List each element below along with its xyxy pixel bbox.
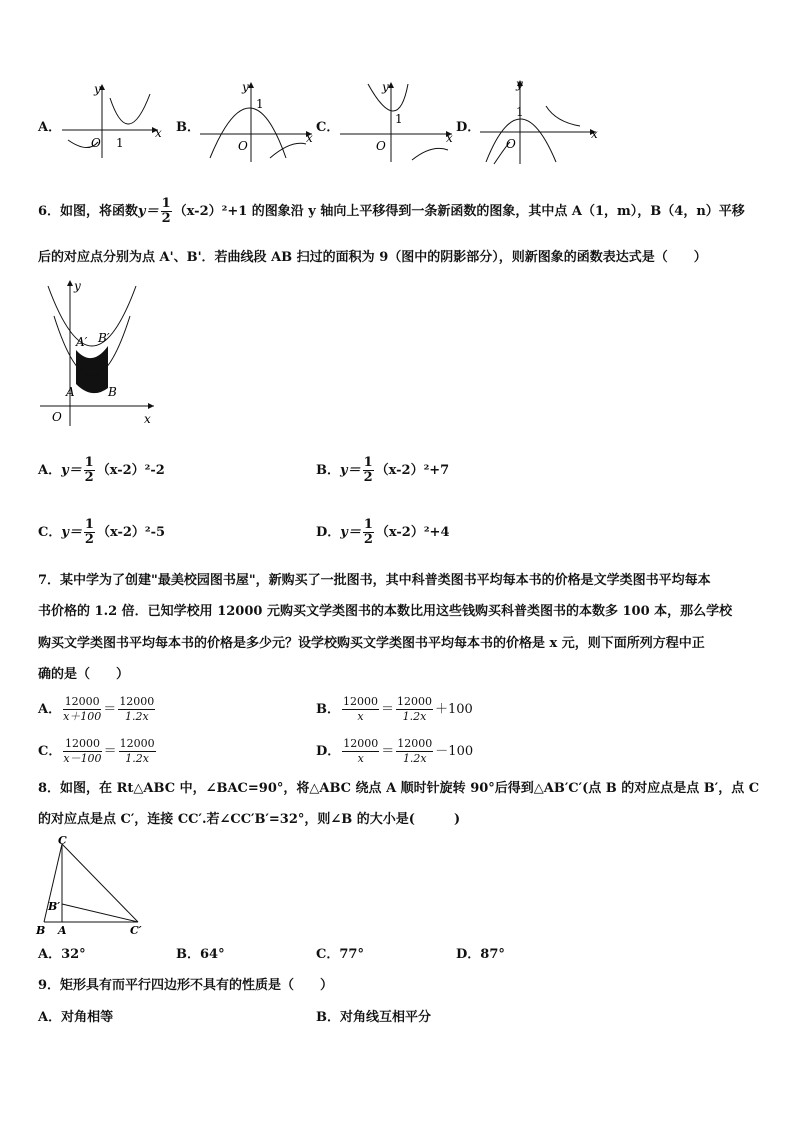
- q5-option-b-graph: [196, 78, 316, 164]
- q8-option-d[interactable]: D．87°: [456, 947, 505, 962]
- q7-stem-line1: 7．某中学为了创建"最美校园图书屋"，新购买了一批图书，其中科普类图书平均每本书的价格是文学类图书平均每本: [38, 573, 711, 588]
- q9-option-b[interactable]: B．对角线互相平分: [316, 1010, 432, 1025]
- q8-option-c[interactable]: C．77°: [316, 947, 364, 962]
- q5-option-a-letter: A．: [38, 120, 62, 135]
- svg-text:B′: B′: [48, 900, 61, 913]
- q7-stem-line3: 购买文学类图书平均每本书的价格是多少元？设学校购买文学类图书平均每本书的价格是 x 元，则下面所列方程中正: [38, 636, 705, 651]
- q7-option-d[interactable]: D． $\frac{12000}{x}$ ＝ $\frac{12000}{1.2x}$ －100: [316, 737, 474, 765]
- q6-figure: [36, 276, 162, 428]
- q7-option-c[interactable]: C． $\frac{12000}{x-100}$ ＝ $\frac{12000}{1.2x}$: [38, 737, 155, 765]
- q6-stem-line2: 后的对应点分别为点 A'、B'．若曲线段 AB 扫过的面积为 9（图中的阴影部分），则新图象的函数表达式是（ ）: [38, 250, 707, 265]
- svg-text:O: O: [376, 139, 386, 153]
- svg-text:y: y: [516, 77, 523, 91]
- svg-text:A: A: [58, 924, 67, 936]
- q5-option-d-letter: D．: [456, 120, 481, 135]
- q8-option-b[interactable]: B．64°: [176, 947, 225, 962]
- svg-text:x: x: [306, 131, 313, 145]
- q8-option-a[interactable]: A．32°: [38, 947, 86, 962]
- svg-text:x: x: [591, 127, 598, 141]
- origin-label: O: [91, 136, 101, 150]
- svg-text:C′: C′: [130, 924, 142, 936]
- q5-option-d-graph: [476, 76, 600, 166]
- svg-text:B: B: [108, 385, 117, 399]
- tick-one-label: 1: [116, 136, 124, 150]
- q9-option-a[interactable]: A．对角相等: [38, 1010, 114, 1025]
- svg-text:C: C: [58, 836, 67, 847]
- svg-text:B′: B′: [98, 331, 110, 345]
- svg-text:x: x: [144, 412, 151, 426]
- q8-figure: [34, 836, 150, 936]
- svg-text:y: y: [242, 80, 249, 94]
- axis-x-label: x: [155, 126, 162, 140]
- q8-stem-line1: 8．如图，在 Rt△ABC 中，∠BAC=90°，将△ABC 绕点 A 顺时针旋转 90°后得到△AB′C′(点 B 的对应点是点 B′，点 C: [38, 781, 760, 796]
- q7-option-a[interactable]: A． $\frac{12000}{x+100}$ ＝ $\frac{12000}{1.2x}$: [38, 695, 155, 723]
- q6-option-c[interactable]: C．y＝ $\frac{1}{2}$ （x-2）²-5: [38, 517, 166, 547]
- q5-option-b-letter: B．: [176, 120, 200, 135]
- q6-option-d[interactable]: D．y＝ $\frac{1}{2}$ （x-2）²+4: [316, 517, 450, 547]
- svg-text:y: y: [74, 279, 81, 293]
- q5-option-a-graph: [58, 80, 168, 160]
- q5-option-c-letter: C．: [316, 120, 340, 135]
- q9-stem: 9．矩形具有而平行四边形不具有的性质是（ ）: [38, 978, 334, 993]
- q7-stem-line2: 书价格的 1.2 倍．已知学校用 12000 元购买文学类图书的本数比用这些钱购买科普类图书的本数多 100 本，那么学校: [38, 604, 733, 619]
- svg-text:A: A: [66, 385, 75, 399]
- svg-text:1: 1: [256, 97, 264, 111]
- q6-option-a[interactable]: A．y＝ $\frac{1}{2}$ （x-2）²-2: [38, 455, 165, 485]
- svg-text:1: 1: [516, 105, 524, 119]
- q5-option-c-graph: [336, 78, 456, 164]
- q6-option-b[interactable]: B．y＝ $\frac{1}{2}$ （x-2）²+7: [316, 455, 450, 485]
- axis-y-label: y: [94, 82, 101, 96]
- svg-text:O: O: [52, 410, 62, 424]
- svg-text:1: 1: [395, 112, 403, 126]
- q7-stem-line4: 确的是（ ）: [38, 667, 130, 682]
- svg-text:O: O: [506, 137, 516, 151]
- q6-stem-line1: 6．如图，将函数y＝ $\frac{1}{2}$ （x-2）²+1 的图象沿 y 轴向上平移得到一条新函数的图象，其中点 A（1，m），B（4，n）平移: [38, 196, 745, 226]
- svg-text:x: x: [446, 131, 453, 145]
- q7-option-b[interactable]: B． $\frac{12000}{x}$ ＝ $\frac{12000}{1.2x}$ ＋100: [316, 695, 473, 723]
- svg-text:A′: A′: [76, 335, 88, 349]
- svg-text:y: y: [382, 80, 389, 94]
- svg-text:B: B: [36, 924, 46, 936]
- svg-text:O: O: [238, 139, 248, 153]
- q8-stem-line2: 的对应点是点 C′，连接 CC′.若∠CC′B′=32°，则∠B 的大小是( ): [38, 812, 461, 827]
